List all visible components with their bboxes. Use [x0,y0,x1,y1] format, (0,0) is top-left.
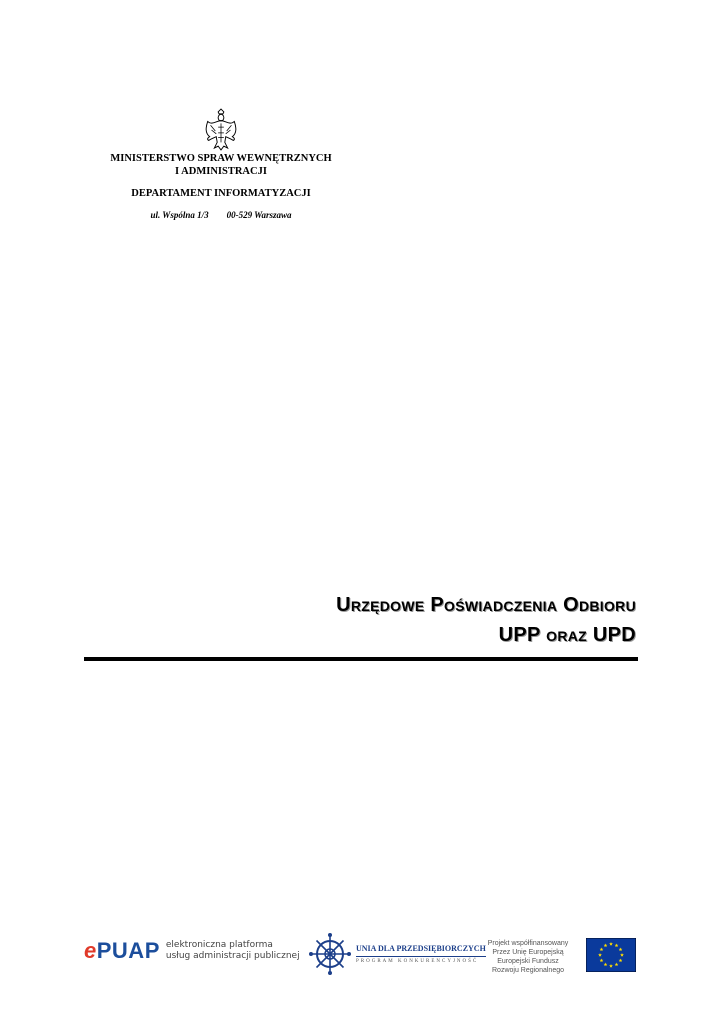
epuap-wordmark: ePUAP [84,938,160,963]
footer-logos [84,932,640,978]
projekt-line: Projekt współfinansowany [487,940,569,947]
epuap-tagline [166,940,300,962]
department-name: DEPARTAMENT INFORMATYZACJI [131,188,311,199]
letterhead [100,108,342,220]
eu-flag-icon [586,938,636,972]
ministry-name-line1: MINISTERSTWO SPRAW WEWNĘTRZNYCH [110,153,332,164]
projekt-line: Rozwoju Regionalnego [492,967,564,974]
ship-wheel-logo-icon [308,932,352,976]
polish-eagle-icon [202,108,240,152]
street-address: ul. Wspólna 1/3 [150,210,209,220]
title-line-1: Urzędowe Poświadczenia Odbioru [336,594,636,616]
epuap-tagline-line2: usług administracji publicznej [165,951,300,961]
projekt-line: Europejski Fundusz [497,958,559,965]
unia-logo [308,932,486,976]
projekt-line: Przez Unię Europejską [492,949,564,956]
title-divider [84,657,638,661]
title-line-2: UPP oraz UPD [498,624,636,646]
postal-city: 00-529 Warszawa [226,210,292,220]
document-title [336,590,636,650]
ministry-name-line2: I ADMINISTRACJI [175,166,267,177]
epuap-logo [84,938,300,964]
epuap-tagline-line1: elektroniczna platforma [165,940,273,950]
unia-title: UNIA DLA PRZEDSIĘBIORCZYCH [356,944,486,953]
address [100,210,342,220]
unia-subtitle: PROGRAM KONKURENCYJNOŚĆ [356,956,486,964]
eu-cofinancing-note [482,939,574,975]
